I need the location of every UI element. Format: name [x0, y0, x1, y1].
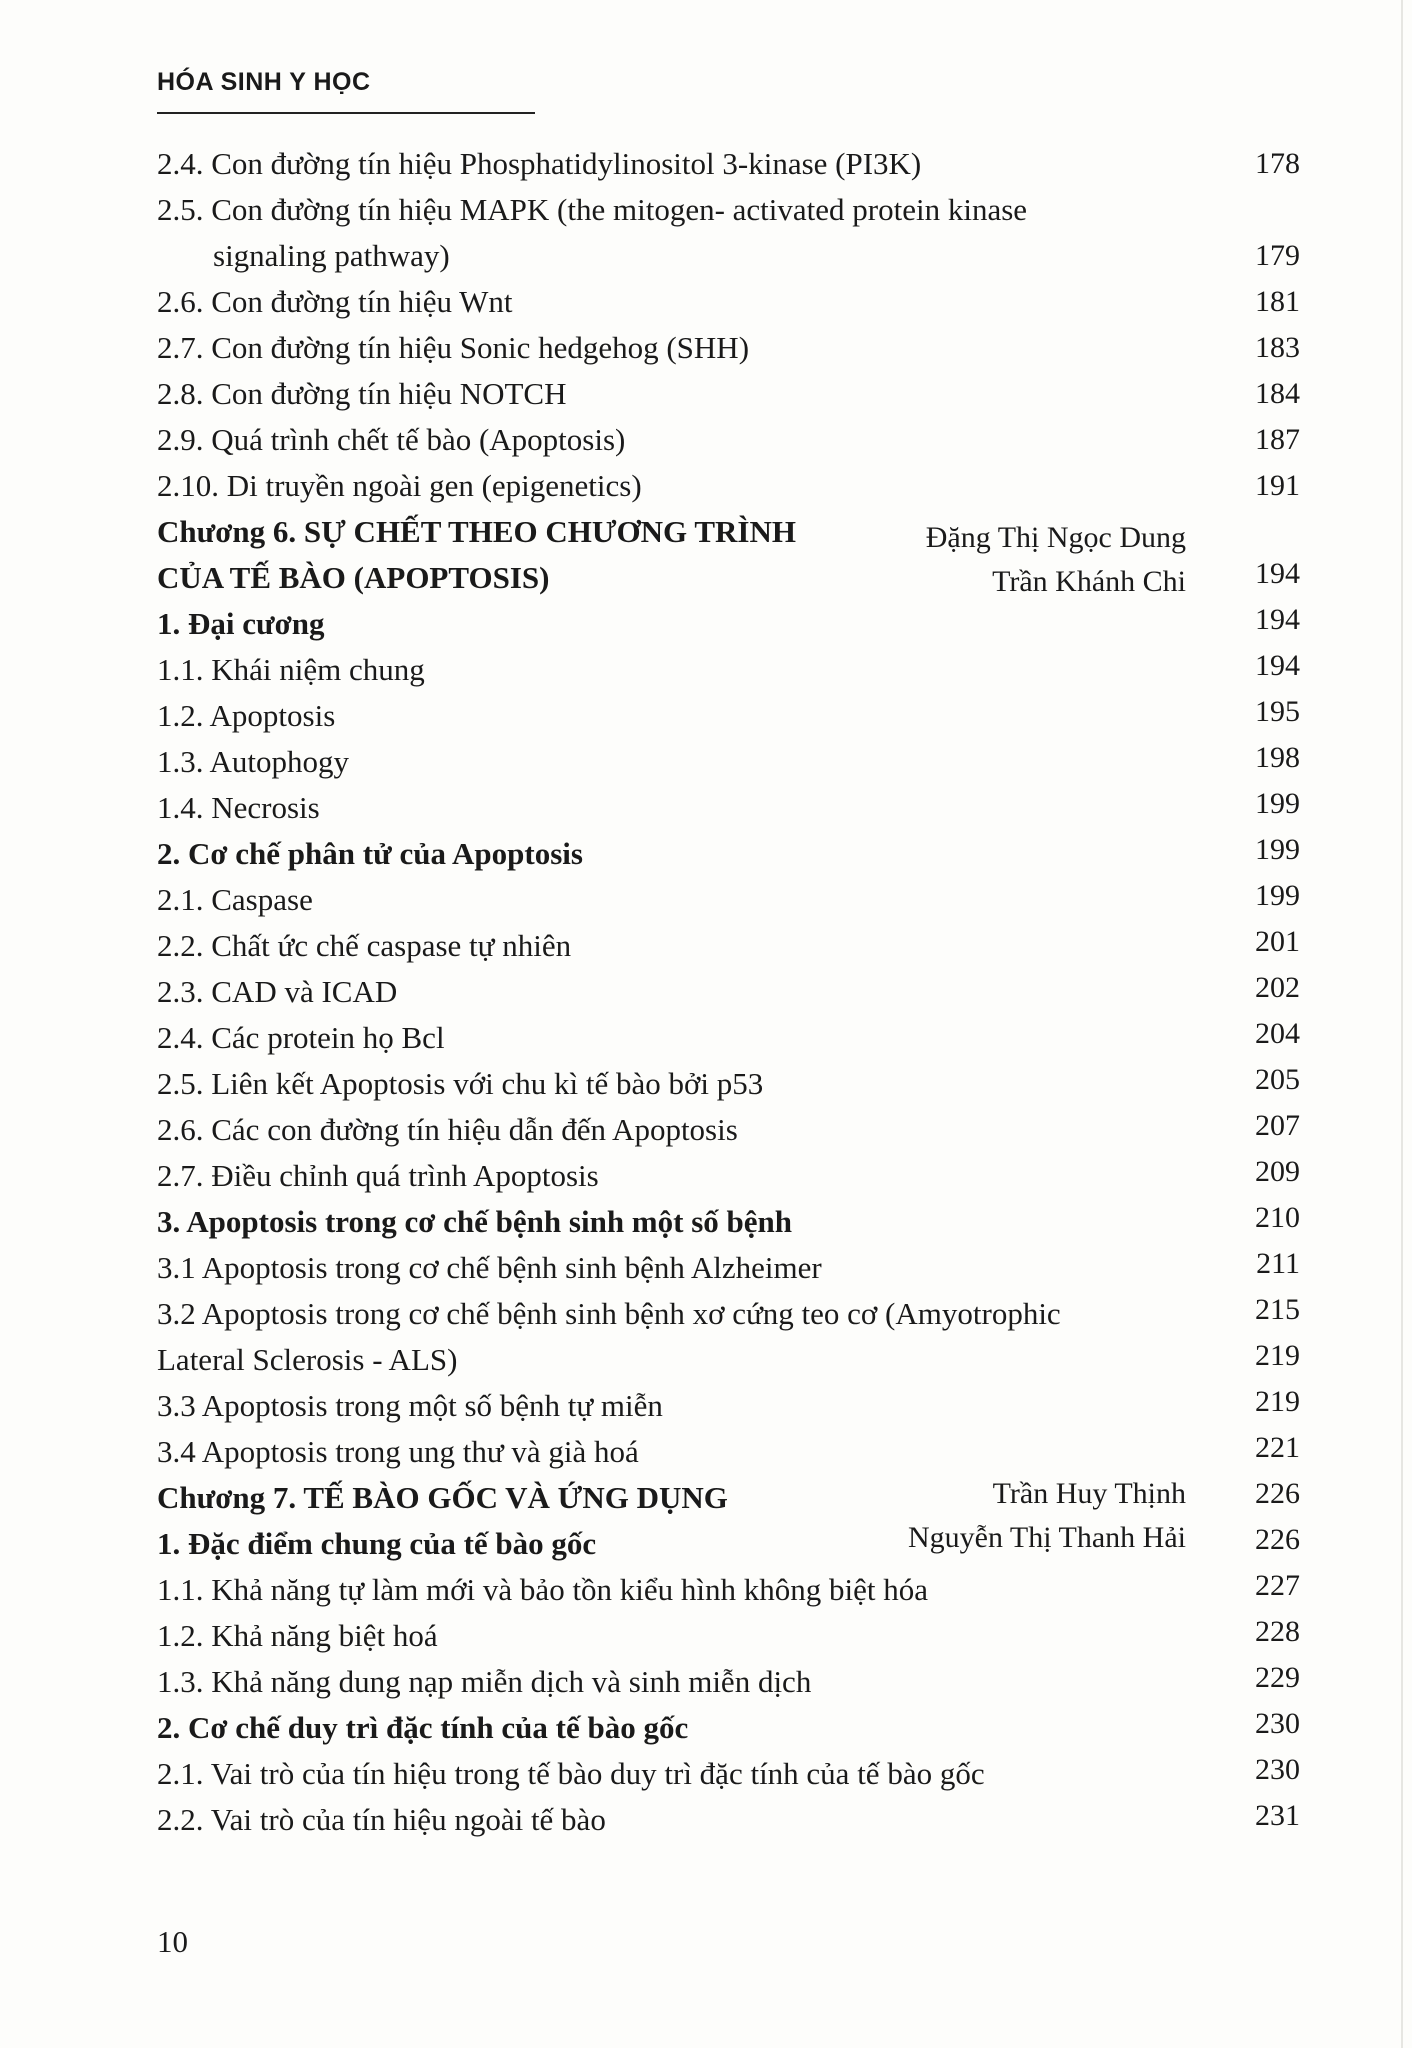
toc-entry: 2.8. Con đường tín hiệu NOTCH — [157, 376, 567, 411]
toc-page-number: 230 — [1255, 1753, 1300, 1786]
toc-page-number: 210 — [1255, 1201, 1300, 1234]
toc-page-number: 204 — [1255, 1017, 1300, 1050]
author-name: Đặng Thị Ngọc Dung — [925, 521, 1186, 554]
toc-page-number: 178 — [1255, 147, 1300, 180]
section-heading: 3. Apoptosis trong cơ chế bệnh sinh một số bệnh — [157, 1204, 793, 1239]
toc-page-number: 198 — [1255, 741, 1300, 774]
toc-page-number: 230 — [1255, 1707, 1300, 1740]
toc-entry: 2.1. Vai trò của tín hiệu trong tế bào duy trì đặc tính của tế bào gốc — [157, 1756, 985, 1791]
toc-entry: 1.2. Khả năng biệt hoá — [157, 1618, 438, 1653]
toc-page-number: 183 — [1255, 331, 1300, 364]
toc-page-number: 231 — [1255, 1799, 1300, 1832]
toc-entry: 2.7. Con đường tín hiệu Sonic hedgehog (SHH) — [157, 330, 750, 365]
toc-page-number: 179 — [1255, 239, 1300, 272]
toc-page-number: 227 — [1255, 1569, 1300, 1602]
toc-entry: 2.4. Các protein họ Bcl — [157, 1020, 445, 1055]
toc-entry: 2.1. Caspase — [157, 882, 313, 917]
toc-page-number: 191 — [1255, 469, 1300, 502]
page-number: 10 — [157, 1924, 188, 1959]
toc-page-number: 202 — [1255, 971, 1300, 1004]
chapter-title: Chương 7. TẾ BÀO GỐC VÀ ỨNG DỤNG — [157, 1480, 728, 1515]
toc-entry: 3.3 Apoptosis trong một số bệnh tự miễn — [157, 1388, 663, 1423]
toc-page-number: 194 — [1255, 649, 1300, 682]
toc-page-number: 226 — [1255, 1477, 1300, 1510]
section-heading: 2. Cơ chế phân tử của Apoptosis — [157, 836, 583, 871]
toc-page-number: 209 — [1255, 1155, 1300, 1188]
toc-entry: 2.5. Con đường tín hiệu MAPK (the mitogen- activated protein kinase — [157, 192, 1028, 227]
toc-entry: signaling pathway) — [213, 238, 450, 273]
toc-page-number: 187 — [1255, 423, 1300, 456]
toc-page-number: 207 — [1255, 1109, 1300, 1142]
section-heading: 2. Cơ chế duy trì đặc tính của tế bào gốc — [157, 1710, 689, 1745]
chapter-title: Chương 6. SỰ CHẾT THEO CHƯƠNG TRÌNH — [157, 514, 796, 549]
toc-page-number: 229 — [1255, 1661, 1300, 1694]
toc-entry: 2.2. Vai trò của tín hiệu ngoài tế bào — [157, 1802, 606, 1837]
section-heading: 1. Đại cương — [157, 606, 325, 641]
author-name: Trần Khánh Chi — [992, 565, 1186, 598]
toc-entry: 1.2. Apoptosis — [157, 698, 336, 733]
running-header: HÓA SINH Y HỌC — [157, 68, 371, 96]
toc-entry: 1.1. Khả năng tự làm mới và bảo tồn kiểu hình không biệt hóa — [157, 1572, 929, 1607]
toc-page-number: 221 — [1255, 1431, 1300, 1464]
toc-entry: 3.4 Apoptosis trong ung thư và già hoá — [157, 1434, 639, 1469]
toc-page-number: 195 — [1255, 695, 1300, 728]
toc-entry: 2.7. Điều chỉnh quá trình Apoptosis — [157, 1158, 599, 1193]
page-edge — [1401, 0, 1403, 2048]
toc-entry: 3.1 Apoptosis trong cơ chế bệnh sinh bệnh Alzheimer — [157, 1250, 822, 1285]
toc-entry: 3.2 Apoptosis trong cơ chế bệnh sinh bệnh xơ cứng teo cơ (Amyotrophic — [157, 1296, 1061, 1331]
toc-page-number: 205 — [1255, 1063, 1300, 1096]
toc-page-number: 211 — [1256, 1247, 1300, 1280]
author-name: Trần Huy Thịnh — [992, 1477, 1186, 1510]
toc-entry: Lateral Sclerosis - ALS) — [157, 1342, 458, 1377]
toc-page-number: 215 — [1255, 1293, 1300, 1326]
toc-page-number: 199 — [1255, 879, 1300, 912]
toc-entry: 1.4. Necrosis — [157, 790, 320, 825]
toc-entry: 2.6. Con đường tín hiệu Wnt — [157, 284, 513, 319]
toc-page-number: 181 — [1255, 285, 1300, 318]
toc-entry: 2.2. Chất ức chế caspase tự nhiên — [157, 928, 572, 963]
toc-page-number: 219 — [1255, 1339, 1300, 1372]
toc-page-number: 201 — [1255, 925, 1300, 958]
toc-page-number: 219 — [1255, 1385, 1300, 1418]
section-heading: 1. Đặc điểm chung của tế bào gốc — [157, 1526, 597, 1561]
toc-page-number: 228 — [1255, 1615, 1300, 1648]
chapter-title: CỦA TẾ BÀO (APOPTOSIS) — [157, 560, 550, 595]
toc-entry: 2.4. Con đường tín hiệu Phosphatidylinositol 3-kinase (PI3K) — [157, 146, 922, 181]
header-rule — [157, 112, 535, 114]
toc-page-number: 199 — [1255, 833, 1300, 866]
toc-entry: 1.3. Khả năng dung nạp miễn dịch và sinh miễn dịch — [157, 1664, 812, 1699]
toc-entry: 2.10. Di truyền ngoài gen (epigenetics) — [157, 468, 642, 503]
toc-entry: 2.5. Liên kết Apoptosis với chu kì tế bào bởi p53 — [157, 1066, 764, 1101]
toc-entry: 2.9. Quá trình chết tế bào (Apoptosis) — [157, 422, 626, 457]
toc-entry: 1.1. Khái niệm chung — [157, 652, 425, 687]
toc-page-number: 199 — [1255, 787, 1300, 820]
toc-entry: 2.6. Các con đường tín hiệu dẫn đến Apoptosis — [157, 1112, 738, 1147]
author-name: Nguyễn Thị Thanh Hải — [907, 1521, 1186, 1554]
toc-page-number: 194 — [1255, 603, 1300, 636]
toc-entry: 2.3. CAD và ICAD — [157, 974, 398, 1009]
toc-page-number: 184 — [1255, 377, 1300, 410]
toc-page-number: 194 — [1255, 557, 1300, 590]
toc-page-number: 226 — [1255, 1523, 1300, 1556]
toc-entry: 1.3. Autophogy — [157, 744, 350, 779]
